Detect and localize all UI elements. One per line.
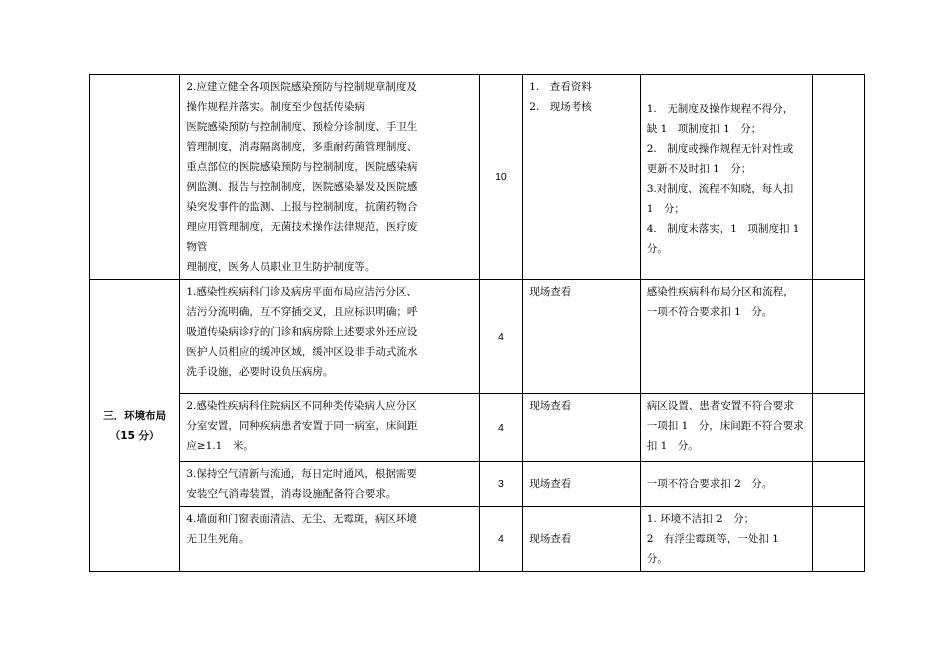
standard-cell xyxy=(180,507,479,572)
section-category-cell xyxy=(90,280,180,572)
rule-line: 分。 xyxy=(646,243,668,255)
method-line: 现场查看 xyxy=(529,286,572,298)
method-cell xyxy=(523,280,641,394)
method-line: 1. 查看资料 xyxy=(529,81,592,93)
rule-line: 1. 环境不洁扣 2 分； xyxy=(646,513,755,525)
table-row xyxy=(90,394,865,462)
blank-cell xyxy=(812,507,864,572)
rule-cell xyxy=(640,462,812,507)
rule-line: 缺 1 项制度扣 1 分； xyxy=(646,123,762,135)
blank-cell xyxy=(812,462,864,507)
standard-line: 洗手设施，必要时设负压病房。 xyxy=(186,366,334,378)
blank-cell xyxy=(812,75,864,280)
standard-cell xyxy=(180,75,479,280)
section-score: （15 分） xyxy=(109,429,160,442)
table-row xyxy=(90,280,865,394)
rule-line: 2 有浮尘霉斑等，一处扣 1 分。 xyxy=(646,533,790,565)
standard-line: 2.应建立健全各项医院感染预防与控制规章制度及 xyxy=(186,81,417,93)
standard-line: 操作规程并落实。制度至少包括传染病 xyxy=(186,101,365,113)
rule-cell xyxy=(640,280,812,394)
score-cell: 4 xyxy=(479,507,523,572)
rule-cell xyxy=(640,507,812,572)
standard-line: 1.感染性疾病科门诊及病房平面布局应洁污分区、 xyxy=(186,286,417,298)
standard-line: 医护人员相应的缓冲区域，缓冲区设非手动式流水 xyxy=(186,346,418,358)
rule-line: 一项扣 1 分，床间距不符合要求 xyxy=(646,420,804,432)
blank-cell xyxy=(812,394,864,462)
standard-cell xyxy=(180,394,479,462)
standard-line: 2.感染性疾病科住院病区不同种类传染病人应分区 xyxy=(186,400,417,412)
section-title: 三．环境布局 xyxy=(103,409,167,422)
method-line: 2. 现场考核 xyxy=(529,101,592,113)
standard-line: 重点部位的医院感染预防与控制制度，医院感染病 xyxy=(186,161,418,173)
standard-line: 无卫生死角。 xyxy=(186,533,250,545)
method-cell xyxy=(523,462,641,507)
blank-cell xyxy=(812,280,864,394)
standard-line: 医院感染预防与控制制度、预检分诊制度、手卫生 xyxy=(186,121,418,133)
category-cell-empty xyxy=(90,75,180,280)
score-cell: 4 xyxy=(479,280,523,394)
score-cell: 10 xyxy=(479,75,523,280)
method-cell xyxy=(523,75,641,280)
rule-line: 1. 无制度及操作规程不得分， xyxy=(646,103,794,115)
standard-line: 应≥1.1 米。 xyxy=(186,440,254,452)
standard-line: 物管 xyxy=(186,241,208,253)
score-cell: 4 xyxy=(479,394,523,462)
method-line: 现场查看 xyxy=(529,478,572,490)
method-cell xyxy=(523,394,641,462)
rule-cell xyxy=(640,394,812,462)
rule-cell xyxy=(640,75,812,280)
standard-cell xyxy=(180,280,479,394)
rule-line: 扣 1 分。 xyxy=(646,440,699,452)
rule-line: 一项不符合要求扣 1 分。 xyxy=(646,306,773,318)
rule-line: 3.对制度、流程不知晓，每人扣 xyxy=(646,183,794,195)
table-row xyxy=(90,75,865,280)
evaluation-table xyxy=(89,74,865,572)
method-cell xyxy=(523,507,641,572)
method-line: 现场查看 xyxy=(529,400,572,412)
standard-line: 洁污分流明确，互不穿插交叉，且应标识明确；呼 xyxy=(186,306,418,318)
rule-line: 1 分； xyxy=(646,203,685,215)
rule-line: 2. 制度或操作规程无针对性或 xyxy=(646,143,794,155)
table-row xyxy=(90,507,865,572)
standard-line: 理制度，医务人员职业卫生防护制度等。 xyxy=(186,261,376,273)
standard-line: 4.墙面和门窗表面清洁、无尘、无霉斑，病区环境 xyxy=(186,513,417,525)
standard-line: 安装空气消毒装置，消毒设施配备符合要求。 xyxy=(186,488,397,500)
rule-line: 更新不及时扣 1 分； xyxy=(646,163,752,175)
score-cell: 3 xyxy=(479,462,523,507)
rule-line: 4. 制度未落实，1 项制度扣 1 xyxy=(646,223,800,235)
standard-line: 管理制度，消毒隔离制度，多重耐药菌管理制度、 xyxy=(186,141,418,153)
table-row xyxy=(90,462,865,507)
standard-line: 3.保持空气清新与流通，每日定时通风，根据需要 xyxy=(186,468,417,480)
standard-line: 吸道传染病诊疗的门诊和病房除上述要求外还应设 xyxy=(186,326,418,338)
method-line: 现场查看 xyxy=(529,533,572,545)
standard-line: 染突发事件的监测、上报与控制制度，抗菌药物合 xyxy=(186,201,418,213)
rule-line: 一项不符合要求扣 2 分。 xyxy=(646,478,773,490)
standard-line: 理应用管理制度，无菌技术操作法律规范，医疗废 xyxy=(186,221,418,233)
rule-line: 病区设置、患者安置不符合要求 xyxy=(646,400,794,412)
standard-cell xyxy=(180,462,479,507)
rule-line: 感染性疾病科布局分区和流程， xyxy=(646,286,794,298)
standard-line: 分室安置，同种疾病患者安置于同一病室，床间距 xyxy=(186,420,418,432)
standard-line: 例监测、报告与控制制度，医院感染暴发及医院感 xyxy=(186,181,418,193)
